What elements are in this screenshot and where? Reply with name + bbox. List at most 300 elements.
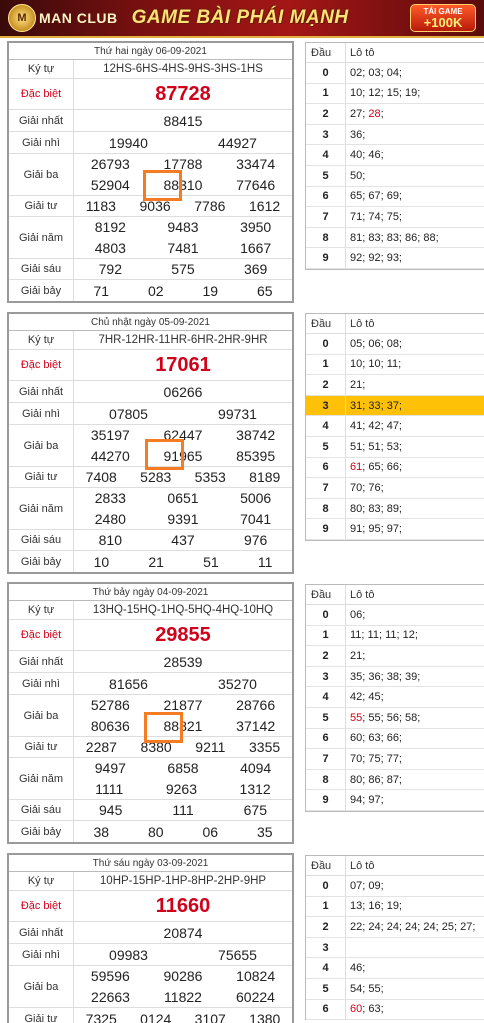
third-prize: 90286 <box>163 968 203 985</box>
fourth-prize: 0124 <box>140 1010 172 1023</box>
first-prize: 06266 <box>163 383 203 400</box>
label-giai-tu: Giải tư <box>9 737 74 757</box>
draw-date: Thứ sáu ngày 03-09-2021 <box>9 855 292 872</box>
label-giai-sau: Giải sáu <box>9 530 74 550</box>
fifth-prize: 3950 <box>240 219 272 236</box>
seventh-prize: 80 <box>147 823 164 840</box>
loto-row <box>306 646 484 667</box>
fifth-prize: 9263 <box>165 780 197 797</box>
third-prize: 52904 <box>90 176 130 193</box>
loto-special-number: 60 <box>350 1003 363 1016</box>
loto-values: 81; 83; 83; 86; 88; <box>350 231 439 244</box>
row-giai-sau <box>9 259 292 280</box>
loto-values: 13; 16; 19; <box>350 900 402 913</box>
loto-row <box>306 248 484 269</box>
fourth-prize: 1612 <box>249 198 281 214</box>
loto-header <box>306 43 484 63</box>
row-dac-biet <box>9 891 292 922</box>
sixth-prize: 792 <box>98 261 122 277</box>
label-giai-ba: Giải ba <box>9 695 74 736</box>
loto-values: 05; 06; 08; <box>350 337 402 350</box>
second-prize: 07805 <box>109 405 148 422</box>
row-ky-tu <box>9 60 292 79</box>
third-prize: 11822 <box>164 988 202 1005</box>
row-giai-nhat <box>9 110 292 132</box>
sixth-prize: 810 <box>98 532 122 548</box>
loto-values: 70; 75; 77; <box>350 752 402 765</box>
loto-head: 4 <box>306 687 346 707</box>
loto-values: 02; 03; 04; <box>350 66 402 79</box>
loto-row <box>306 917 484 938</box>
label-giai-nhat: Giải nhất <box>9 651 74 672</box>
third-prize: 17788 <box>163 156 203 173</box>
fourth-prize: 7325 <box>85 1010 117 1023</box>
loto-row <box>306 478 484 499</box>
loto-values <box>346 938 350 958</box>
first-prize: 28539 <box>163 653 203 670</box>
third-prize: 33474 <box>236 156 276 173</box>
loto-text: ; <box>380 107 384 120</box>
loto-values <box>346 1000 384 1020</box>
label-dac-biet: Đặc biệt <box>9 620 74 650</box>
seventh-prize: 10 <box>93 553 110 570</box>
first-prize: 88415 <box>163 112 203 129</box>
fifth-prize: 4803 <box>94 239 126 256</box>
row-giai-nam <box>9 488 292 530</box>
seventh-prize: 35 <box>256 823 273 840</box>
fourth-prize: 3107 <box>194 1010 226 1023</box>
loto-head: 1 <box>306 84 346 104</box>
loto-head: 9 <box>306 790 346 810</box>
fifth-prize: 1312 <box>239 780 271 797</box>
third-prize: 28766 <box>236 697 276 714</box>
sixth-prize: 976 <box>243 532 268 548</box>
loto-row <box>306 790 484 811</box>
row-dac-biet <box>9 79 292 110</box>
fifth-prize: 0651 <box>167 490 199 507</box>
seventh-prize: 11 <box>257 553 273 570</box>
fourth-prize: 9036 <box>139 198 171 214</box>
seventh-prize: 06 <box>202 823 219 840</box>
loto-row <box>306 458 484 479</box>
loto-values: 94; 97; <box>350 794 384 807</box>
seventh-prize: 38 <box>93 823 110 840</box>
fourth-prize: 1380 <box>249 1010 281 1023</box>
special-prize: 11660 <box>155 894 211 917</box>
loto-text: ; 63; <box>362 1003 384 1016</box>
loto-head: 5 <box>306 437 346 457</box>
loto-values: 65; 67; 69; <box>350 190 402 203</box>
loto-head: 7 <box>306 478 346 498</box>
loto-head: 0 <box>306 876 346 896</box>
fourth-prize: 1183 <box>85 198 116 214</box>
third-prize: 85395 <box>236 447 276 464</box>
header-dau: Đầu <box>306 585 346 604</box>
loto-row <box>306 749 484 770</box>
label-giai-nhat: Giải nhất <box>9 922 74 943</box>
loto-row <box>306 166 484 187</box>
code-value: 13HQ-15HQ-1HQ-5HQ-4HQ-10HQ <box>92 604 274 616</box>
seventh-prize: 65 <box>256 282 273 299</box>
loto-table-1 <box>305 42 484 270</box>
row-giai-tu <box>9 467 292 488</box>
third-prize: 80636 <box>90 717 130 734</box>
seventh-prize: 51 <box>203 553 219 570</box>
third-prize: 10824 <box>236 968 276 985</box>
draw-date: Thứ bảy ngày 04-09-2021 <box>9 584 292 601</box>
label-giai-ba: Giải ba <box>9 425 74 466</box>
loto-row <box>306 897 484 918</box>
third-prize: 91965 <box>163 447 203 464</box>
loto-table-4 <box>305 855 484 1020</box>
third-prize: 52786 <box>90 697 130 714</box>
third-prize: 62447 <box>163 427 203 444</box>
first-prize: 20874 <box>163 924 203 941</box>
label-giai-ba: Giải ba <box>9 966 74 1007</box>
loto-row <box>306 770 484 791</box>
code-value: 10HP-15HP-1HP-8HP-2HP-9HP <box>99 875 267 887</box>
loto-head: 3 <box>306 396 346 416</box>
third-prize: 21877 <box>163 697 203 714</box>
loto-head: 1 <box>306 355 346 375</box>
fifth-prize: 2833 <box>94 490 126 507</box>
badge-amount: +100K <box>423 15 463 30</box>
special-prize: 17061 <box>155 353 211 376</box>
row-giai-nhi <box>9 403 292 425</box>
loto-text: ; 55; 56; 58; <box>362 711 421 724</box>
third-prize: 38742 <box>236 427 276 444</box>
loto-head: 3 <box>306 667 346 687</box>
row-giai-sau <box>9 800 292 821</box>
seventh-prize: 02 <box>147 282 164 299</box>
label-giai-tu: Giải tư <box>9 1008 74 1023</box>
loto-values <box>346 458 402 478</box>
fifth-prize: 7481 <box>167 239 199 256</box>
loto-values: 92; 92; 93; <box>350 252 402 265</box>
loto-head: 2 <box>306 375 346 395</box>
badge-caption: TẢI GAME <box>423 7 463 16</box>
row-giai-nhat <box>9 651 292 673</box>
loto-values: 51; 51; 53; <box>350 440 402 453</box>
label-giai-bay: Giải bảy <box>9 280 74 301</box>
loto-values: 80; 86; 87; <box>350 773 402 786</box>
loto-row <box>306 104 484 125</box>
loto-header <box>306 585 484 605</box>
fourth-prize: 5353 <box>194 469 226 485</box>
loto-values: 06; <box>350 608 366 621</box>
second-prize: 19940 <box>109 134 148 151</box>
label-ky-tu: Ký tự <box>9 331 74 349</box>
loto-row <box>306 876 484 897</box>
loto-values: 36; <box>350 128 366 141</box>
row-ky-tu <box>9 331 292 350</box>
row-giai-tu <box>9 1008 292 1023</box>
loto-row <box>306 437 484 458</box>
label-ky-tu: Ký tự <box>9 60 74 78</box>
fourth-prize: 2287 <box>85 739 117 755</box>
label-giai-nhat: Giải nhất <box>9 381 74 402</box>
fourth-prize: 9211 <box>195 739 226 755</box>
loto-head: 7 <box>306 207 346 227</box>
loto-head: 3 <box>306 125 346 145</box>
label-giai-nam: Giải năm <box>9 217 74 258</box>
sixth-prize: 945 <box>99 802 123 818</box>
loto-row <box>306 145 484 166</box>
loto-row <box>306 207 484 228</box>
third-prize: 35197 <box>90 427 130 444</box>
fifth-prize: 9391 <box>167 510 199 527</box>
loto-values <box>346 104 384 124</box>
label-giai-nam: Giải năm <box>9 488 74 529</box>
loto-head: 6 <box>306 1000 346 1020</box>
third-prize: 26793 <box>90 156 130 173</box>
loto-head: 1 <box>306 897 346 917</box>
label-giai-nhi: Giải nhì <box>9 944 74 965</box>
loto-head: 5 <box>306 708 346 728</box>
loto-head: 5 <box>306 166 346 186</box>
loto-row <box>306 626 484 647</box>
row-dac-biet <box>9 350 292 381</box>
second-prize: 75655 <box>218 946 257 963</box>
row-giai-nhi <box>9 944 292 966</box>
loto-head: 7 <box>306 749 346 769</box>
loto-row <box>306 63 484 84</box>
loto-head: 8 <box>306 499 346 519</box>
loto-special-number: 55 <box>350 711 363 724</box>
loto-head: 0 <box>306 63 346 83</box>
loto-head: 9 <box>306 519 346 539</box>
second-prize: 81656 <box>109 675 148 692</box>
fourth-prize: 7786 <box>194 198 226 214</box>
loto-values: 40; 46; <box>350 149 384 162</box>
row-giai-nhat <box>9 922 292 944</box>
draw-date: Chủ nhật ngày 05-09-2021 <box>9 314 292 331</box>
seventh-prize: 19 <box>202 282 219 299</box>
fourth-prize: 8189 <box>249 469 281 485</box>
loto-row <box>306 375 484 396</box>
loto-head: 4 <box>306 416 346 436</box>
header-loto: Lô tô <box>350 318 375 330</box>
label-giai-sau: Giải sáu <box>9 800 74 820</box>
second-prize: 09983 <box>109 946 148 963</box>
row-dac-biet <box>9 620 292 651</box>
fourth-prize: 3355 <box>249 739 281 755</box>
row-giai-nam <box>9 758 292 800</box>
loto-head: 9 <box>306 248 346 268</box>
loto-values: 60; 63; 66; <box>350 732 402 745</box>
loto-values: 70; 76; <box>350 481 384 494</box>
row-giai-ba <box>9 966 292 1008</box>
loto-table-3 <box>305 584 484 812</box>
row-giai-sau <box>9 530 292 551</box>
loto-values: 80; 83; 89; <box>350 502 402 515</box>
label-ky-tu: Ký tự <box>9 872 74 890</box>
loto-row <box>306 687 484 708</box>
loto-values: 41; 42; 47; <box>350 420 402 433</box>
label-giai-sau: Giải sáu <box>9 259 74 279</box>
row-giai-nam <box>9 217 292 259</box>
draw-date: Thứ hai ngày 06-09-2021 <box>9 43 292 60</box>
fifth-prize: 7041 <box>240 510 272 527</box>
loto-special-number: 28 <box>368 107 381 120</box>
loto-head: 4 <box>306 958 346 978</box>
header-dau: Đầu <box>306 314 346 333</box>
loto-head: 0 <box>306 334 346 354</box>
top-banner-ad[interactable] <box>0 0 484 38</box>
code-value: 12HS-6HS-4HS-9HS-3HS-1HS <box>103 63 263 75</box>
loto-values: 91; 95; 97; <box>350 523 402 536</box>
loto-head: 3 <box>306 938 346 958</box>
row-ky-tu <box>9 872 292 891</box>
fourth-prize: 8380 <box>140 739 172 755</box>
manclub-logo-icon: M <box>8 4 36 32</box>
header-loto: Lô tô <box>350 860 375 872</box>
loto-text: 27; <box>350 107 369 120</box>
seventh-prize: 71 <box>93 282 110 299</box>
loto-row <box>306 416 484 437</box>
third-prize: 44270 <box>90 447 130 464</box>
sixth-prize: 575 <box>171 261 195 277</box>
highlight-box <box>144 712 183 743</box>
loto-values: 10; 10; 11; <box>350 358 402 371</box>
loto-values: 21; <box>350 378 366 391</box>
third-prize: 88310 <box>163 176 203 193</box>
result-block-4 <box>7 853 294 1023</box>
loto-row <box>306 958 484 979</box>
seventh-prize: 21 <box>148 553 164 570</box>
fifth-prize: 2480 <box>94 510 126 527</box>
loto-head: 6 <box>306 187 346 207</box>
highlight-box <box>143 170 182 201</box>
loto-values: 31; 33; 37; <box>350 399 402 412</box>
loto-head: 6 <box>306 458 346 478</box>
loto-head: 6 <box>306 729 346 749</box>
fifth-prize: 1111 <box>95 780 124 797</box>
sixth-prize: 369 <box>243 261 268 277</box>
loto-head: 2 <box>306 646 346 666</box>
loto-row <box>306 729 484 750</box>
special-prize: 29855 <box>155 623 211 646</box>
row-giai-nhi <box>9 673 292 695</box>
label-giai-ba: Giải ba <box>9 154 74 195</box>
second-prize: 44927 <box>218 134 257 151</box>
label-giai-nhi: Giải nhì <box>9 673 74 694</box>
loto-values: 21; <box>350 649 366 662</box>
banner-slogan: GAME BÀI PHÁI MẠNH <box>131 7 349 28</box>
loto-head: 0 <box>306 605 346 625</box>
row-giai-bay <box>9 551 292 572</box>
loto-head: 8 <box>306 770 346 790</box>
label-giai-tu: Giải tư <box>9 196 74 216</box>
label-giai-nhi: Giải nhì <box>9 403 74 424</box>
loto-row <box>306 84 484 105</box>
loto-values: 71; 74; 75; <box>350 210 402 223</box>
row-giai-bay <box>9 280 292 301</box>
label-ky-tu: Ký tự <box>9 601 74 619</box>
header-dau: Đầu <box>306 856 346 875</box>
loto-table-2 <box>305 313 484 541</box>
loto-values: 54; 55; <box>350 982 384 995</box>
logo-text: MAN CLUB <box>39 10 118 26</box>
label-giai-bay: Giải bảy <box>9 821 74 842</box>
code-value: 7HR-12HR-11HR-6HR-2HR-9HR <box>98 334 268 346</box>
label-dac-biet: Đặc biệt <box>9 79 74 109</box>
label-giai-nhat: Giải nhất <box>9 110 74 131</box>
row-giai-nhat <box>9 381 292 403</box>
loto-head: 1 <box>306 626 346 646</box>
row-giai-bay <box>9 821 292 842</box>
special-prize: 87728 <box>155 82 211 105</box>
loto-header <box>306 856 484 876</box>
loto-header <box>306 314 484 334</box>
loto-values: 35; 36; 38; 39; <box>350 670 421 683</box>
loto-head: 5 <box>306 979 346 999</box>
sixth-prize: 111 <box>172 802 194 818</box>
sixth-prize: 675 <box>243 802 267 818</box>
loto-text: ; 65; 66; <box>362 461 403 474</box>
header-loto: Lô tô <box>350 589 375 601</box>
loto-row <box>306 187 484 208</box>
loto-row <box>306 519 484 540</box>
fifth-prize: 1667 <box>240 239 272 256</box>
third-prize: 60224 <box>236 988 275 1005</box>
third-prize: 59596 <box>90 968 130 985</box>
loto-values: 42; 45; <box>350 691 384 704</box>
loto-row <box>306 1000 484 1021</box>
download-game-badge[interactable] <box>410 4 476 32</box>
sixth-prize: 437 <box>171 532 195 548</box>
loto-row <box>306 355 484 376</box>
label-dac-biet: Đặc biệt <box>9 350 74 380</box>
fifth-prize: 8192 <box>94 219 126 236</box>
second-prize: 35270 <box>218 675 257 692</box>
loto-values: 46; <box>350 962 366 975</box>
fifth-prize: 5006 <box>240 490 272 507</box>
fifth-prize: 6858 <box>167 760 199 777</box>
highlight-box <box>145 439 184 470</box>
loto-row <box>306 938 484 959</box>
loto-head: 4 <box>306 145 346 165</box>
third-prize: 77646 <box>236 176 276 193</box>
third-prize: 22663 <box>91 988 130 1005</box>
label-giai-nam: Giải năm <box>9 758 74 799</box>
loto-values: 10; 12; 15; 19; <box>350 87 421 100</box>
fourth-prize: 7408 <box>85 469 117 485</box>
loto-row <box>306 499 484 520</box>
fifth-prize: 9497 <box>94 760 126 777</box>
loto-row-highlighted <box>306 396 484 417</box>
loto-values: 22; 24; 24; 24; 24; 25; 27; <box>350 920 476 933</box>
loto-values: 11; 11; 11; 12; <box>350 629 418 642</box>
label-giai-nhi: Giải nhì <box>9 132 74 153</box>
loto-row <box>306 708 484 729</box>
label-giai-tu: Giải tư <box>9 467 74 487</box>
loto-row <box>306 605 484 626</box>
third-prize: 37142 <box>236 717 276 734</box>
loto-row <box>306 667 484 688</box>
header-dau: Đầu <box>306 43 346 62</box>
loto-values <box>346 708 420 728</box>
loto-head: 8 <box>306 228 346 248</box>
loto-row <box>306 334 484 355</box>
loto-row <box>306 125 484 146</box>
row-giai-nhi <box>9 132 292 154</box>
row-ky-tu <box>9 601 292 620</box>
header-loto: Lô tô <box>350 47 375 59</box>
loto-head: 2 <box>306 104 346 124</box>
loto-values: 07; 09; <box>350 879 384 892</box>
loto-row <box>306 228 484 249</box>
